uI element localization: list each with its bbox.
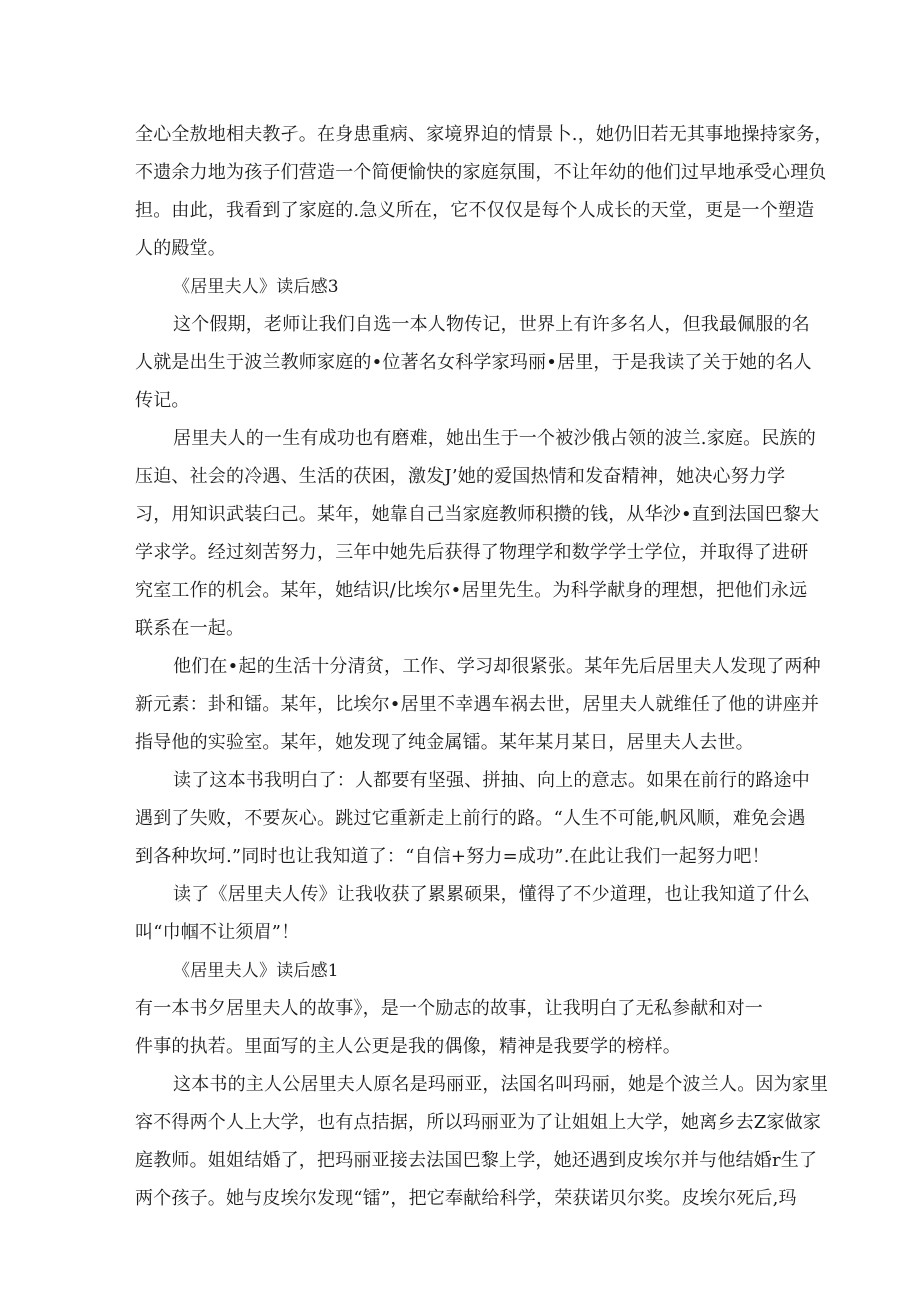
text-line: 传记。: [135, 390, 190, 411]
section-heading: 《居里夫人》读后感1: [173, 961, 339, 981]
text-line: 庭教师。姐姐结婚了，把玛丽亚接去法国巴黎上学，她还遇到皮埃尔并与他结婚r生了: [135, 1150, 818, 1171]
text-line: 读了《居里夫人传》让我收获了累累硕果，懂得了不少道理，也让我知道了什么: [173, 884, 810, 905]
text-line: 全心全敖地相夫教孑。在身患重病、家境界迫的情景卜.，她仍旧若无其事地操持家务，: [135, 124, 833, 145]
text-line: 不遗余力地为孩子们营造一个简便愉快的家庭氛围，不让年幼的他们过早地承受心理负: [135, 162, 827, 183]
text-line: 居里夫人的一生有成功也有磨难，她出生于一个被沙俄占领的波兰.家庭。民族的: [173, 428, 816, 449]
text-line: 习，用知识武装臼己。某年，她靠自己当家庭教师积攒的钱，从华沙•直到法国巴黎大: [135, 504, 820, 525]
text-line: 担。由此，我看到了家庭的.急义所在，它不仅仅是每个人成长的天堂，更是一个塑造: [135, 200, 815, 221]
document-body: [135, 116, 833, 1218]
text-line: 压迫、社会的冷遇、生活的茯困，激发J’她的爱国热情和发奋精神，她决心努力学: [135, 466, 786, 487]
text-line: 人就是出生于波兰教师家庭的•位著名女科学家玛丽•居里，于是我读了关于她的名人: [135, 352, 812, 373]
text-line: 遇到了失败，不要灰心。跳过它重新走上前行的路。“人生不可能,帆风顺，难免会遇: [135, 808, 806, 829]
text-line: 容不得两个人上大学，也有点拮据，所以玛丽亚为了让姐姐上大学，她离乡去Z家做家: [135, 1112, 822, 1133]
text-line: 究室工作的机会。某年，她结识/比埃尔•居里先生。为科学献身的理想，把他们永远: [135, 580, 808, 601]
text-line: 这个假期，老师让我们自选一本人物传记，世界上有许多名人，但我最佩服的名: [173, 314, 810, 335]
text-line: 叫“巾帼不让须眉”！: [135, 922, 300, 943]
text-line: 这本书的主人公居里夫人原名是玛丽亚，法国名叫玛丽，她是个波兰人。因为家里: [173, 1074, 829, 1095]
text-line: 有一本书夕居里夫人的故事》，是一个励志的故事，让我明白了无私参献和对一: [135, 998, 763, 1019]
text-line: 联系在一起。: [135, 618, 245, 639]
text-line: 到各种坎坷.”同时也让我知道了：“自信+努力=成功”.在此让我们一起努力吧！: [135, 846, 770, 867]
section-heading: 《居里夫人》读后感3: [173, 277, 339, 297]
text-line: 指导他的实验室。某年，她发现了纯金属镭。某年某月某日，居里夫人去世。: [135, 732, 754, 753]
text-line: 他们在•起的生活十分清贫，工作、学习却很紧张。某年先后居里夫人发现了两种: [173, 656, 821, 677]
text-line: 新元素：卦和镭。某年，比埃尔•居里不幸遇车祸去世，居里夫人就维任了他的讲座并: [135, 694, 820, 715]
text-line: 读了这本书我明白了：人都要有坚强、拼抽、向上的意志。如果在前行的路途中: [173, 770, 810, 791]
text-line: 人的殿堂。: [135, 238, 226, 259]
text-line: 两个孩子。她与皮埃尔发现“镭”，把它奉献给科学，荣获诺贝尔奖。皮埃尔死后,玛: [135, 1188, 797, 1209]
text-line: 学求学。经过刻苦努力，三年中她先后获得了物理学和数学学士学位，并取得了进研: [135, 542, 809, 563]
text-line: 件事的执若。里面写的主人公更是我的偶像，精神是我要学的榜样。: [135, 1036, 681, 1057]
